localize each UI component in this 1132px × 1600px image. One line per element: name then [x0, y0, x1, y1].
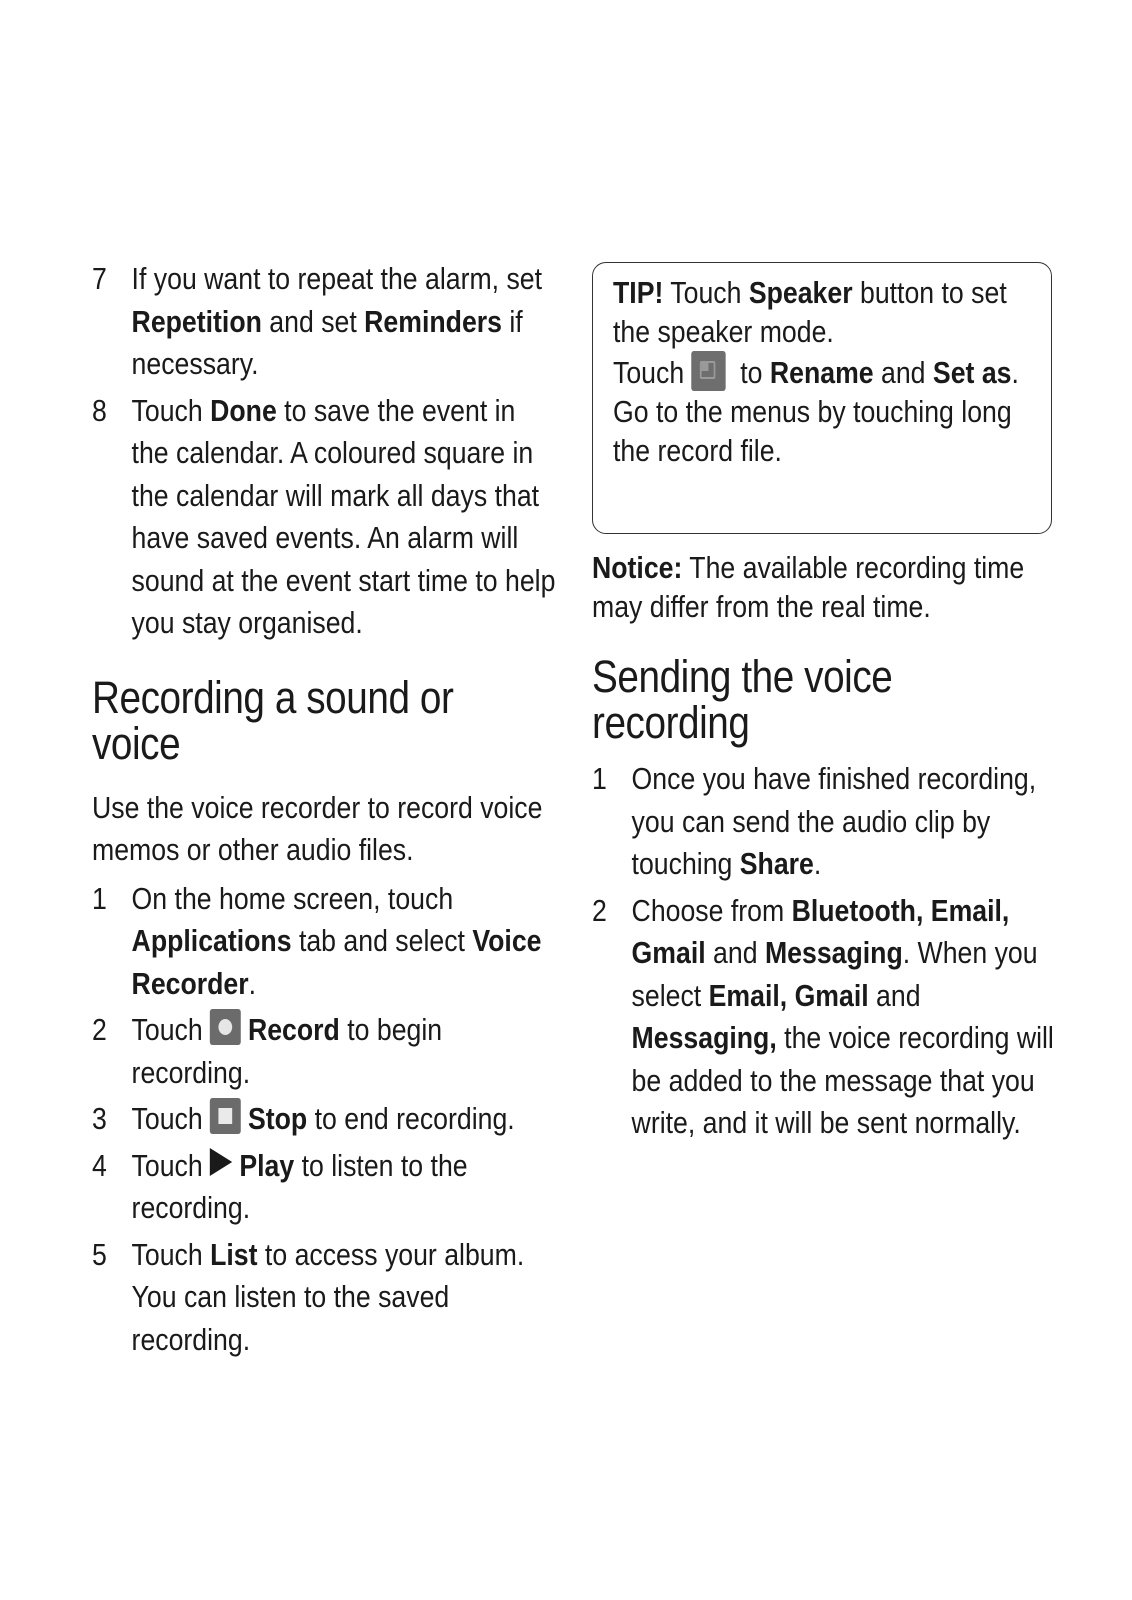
- menu-icon: [692, 351, 726, 391]
- send-step-1: 1 Once you have finished recording, you can send the audio clip by touching Share.: [592, 758, 1056, 886]
- step-number: 2: [92, 1012, 107, 1047]
- step-2: 2 Touch Record to begin recording.: [92, 1009, 556, 1094]
- notice-paragraph: Notice: The available recording time may differ from the real time.: [592, 550, 1025, 624]
- step-number: 8: [92, 392, 107, 428]
- list-item-8: 8 Touch Done to save the event in the calendar. A coloured square in the calendar will mark all days that have saved events. An alarm will sound at the event start time to help you stay organised.: [92, 390, 556, 645]
- step-number: 7: [92, 261, 107, 296]
- step-number: 1: [92, 880, 107, 916]
- list-item-7: 7 If you want to repeat the alarm, set Repetition and set Reminders if necessary.: [92, 258, 556, 386]
- section-heading-sending: Sending the voice recording: [592, 651, 893, 748]
- stop-icon: [210, 1098, 241, 1134]
- record-icon: [210, 1009, 241, 1045]
- intro-paragraph: Use the voice recorder to record voice memos or other audio files.: [92, 789, 543, 867]
- notice-label: Notice:: [592, 550, 683, 585]
- tip-box: TIP! Touch Speaker button to set the speaker mode. Touch to Rename and Set as. Go to the menus by touching long the record file.: [592, 262, 1052, 534]
- step-number: 1: [592, 761, 607, 796]
- step-number: 3: [92, 1101, 107, 1136]
- send-step-2: 2 Choose from Bluetooth, Email, Gmail and Messaging. When you select Email, Gmail and Messaging, the voice recording will be added to the message that you write, and it will be sent normally.: [592, 890, 1056, 1145]
- step-1: 1 On the home screen, touch Applications tab and select Voice Recorder.: [92, 878, 556, 1006]
- step-number: 4: [92, 1147, 107, 1183]
- play-icon: [210, 1148, 232, 1176]
- right-column: [592, 548, 1054, 1145]
- step-number: 2: [592, 892, 607, 928]
- step-3: 3 Touch Stop to end recording.: [92, 1098, 556, 1141]
- step-5: 5 Touch List to access your album. You can listen to the saved recording.: [92, 1234, 556, 1362]
- tip-label: TIP!: [613, 275, 664, 310]
- section-heading-recording: Recording a sound or voice: [92, 671, 454, 769]
- left-column: [92, 258, 556, 1361]
- step-4: 4 Touch Play to listen to the recording.: [92, 1145, 556, 1230]
- step-number: 5: [92, 1236, 107, 1272]
